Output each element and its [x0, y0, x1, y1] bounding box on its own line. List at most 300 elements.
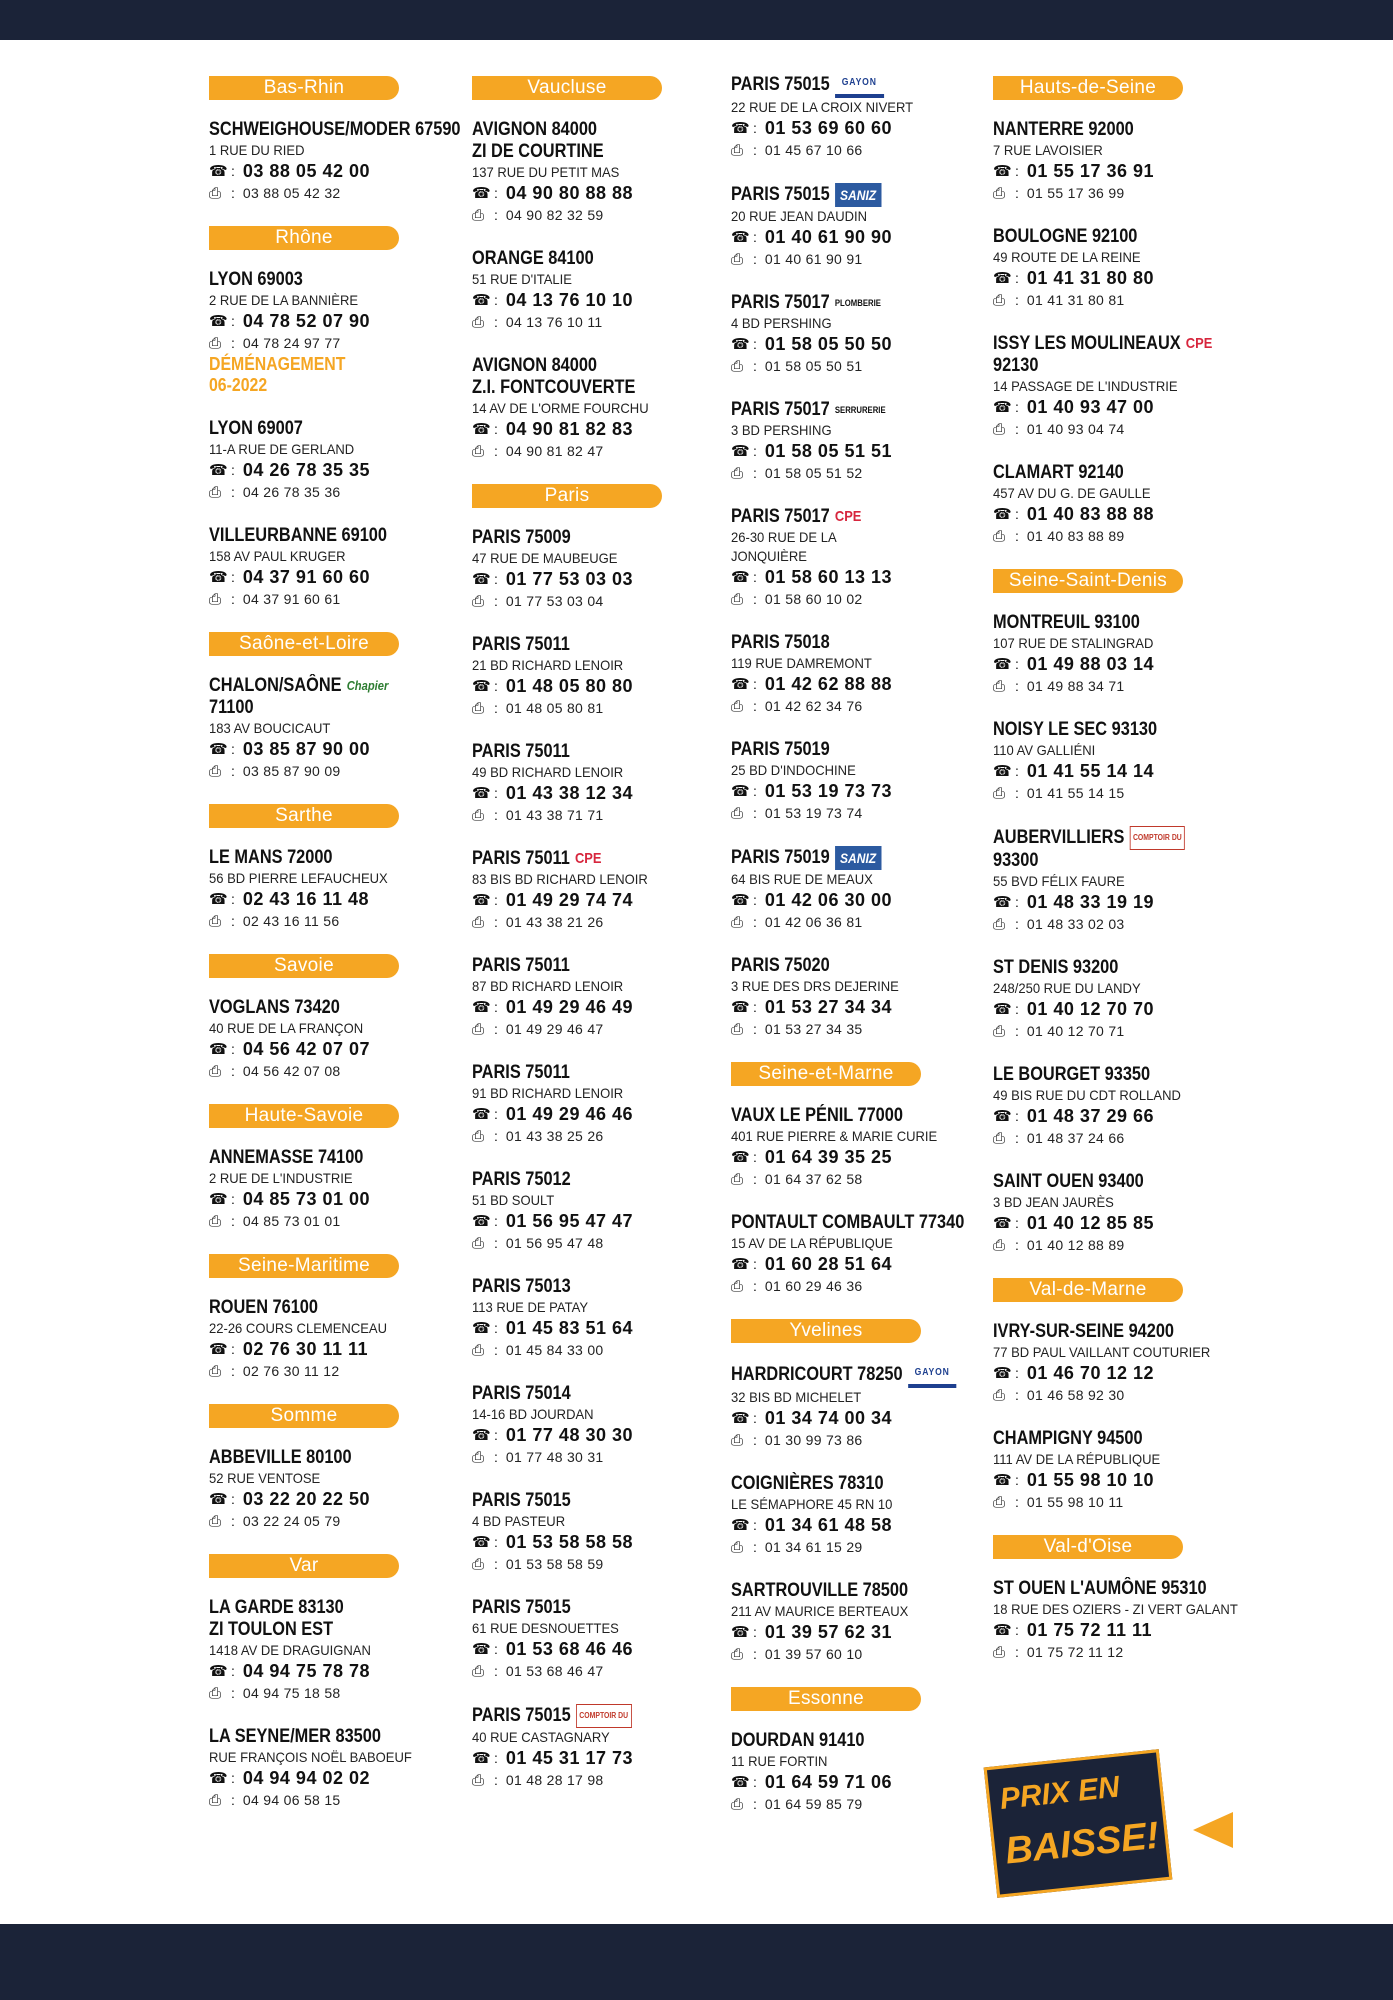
store-address: 26-30 RUE DE LA	[731, 529, 837, 546]
store-address: 137 RUE DU PETIT MAS	[472, 164, 620, 180]
fax-line	[731, 462, 977, 484]
store-city-name: LYON 69007	[209, 418, 303, 439]
phone-icon: ☎	[472, 571, 491, 588]
separator: :	[1015, 1108, 1019, 1125]
phone-number: 01 49 29 74 74	[505, 889, 634, 910]
phone-number: 01 53 58 58 58	[505, 1531, 634, 1552]
store-address: 4 BD PASTEUR	[472, 1513, 566, 1530]
bottom-band	[0, 1924, 1393, 2000]
fax-icon: ⎙	[731, 697, 744, 715]
fax-line	[209, 760, 455, 782]
phone-icon: ☎	[472, 678, 491, 695]
phone-number: 01 64 59 71 06	[764, 1771, 893, 1792]
phone-icon: ☎	[731, 999, 750, 1017]
fax-icon: ⎙	[993, 1386, 1006, 1404]
phone-line	[993, 396, 1239, 418]
phone-number: 02 76 30 11 11	[242, 1338, 369, 1359]
phone-line	[993, 1105, 1239, 1127]
store-entry	[993, 1428, 1239, 1513]
phone-number: 04 94 75 78 78	[242, 1660, 371, 1681]
separator: :	[753, 1149, 757, 1166]
store-city	[209, 1597, 421, 1619]
phone-number: 01 48 05 80 80	[505, 675, 634, 696]
store-entry	[209, 997, 455, 1082]
brand-badge: CPE	[574, 850, 602, 867]
separator: :	[1015, 656, 1019, 673]
fax-line	[472, 311, 718, 333]
phone-number: 01 48 33 19 19	[1026, 891, 1155, 912]
store-city-name: ABBEVILLE 80100	[209, 1447, 352, 1469]
store-entry	[731, 1105, 977, 1190]
store-entry	[731, 955, 977, 1040]
phone-number: 01 55 98 10 10	[1026, 1469, 1155, 1490]
column-4	[993, 76, 1239, 1685]
separator: :	[494, 1663, 498, 1680]
phone-line	[731, 1621, 977, 1643]
separator: :	[494, 1320, 498, 1337]
separator: :	[1015, 185, 1019, 201]
phone-line	[993, 1362, 1239, 1384]
fax-number: 01 41 31 80 81	[1026, 292, 1125, 308]
store-address: 14 PASSAGE DE L'INDUSTRIE	[993, 378, 1178, 395]
fax-icon: ⎙	[472, 313, 485, 331]
phone-number: 01 43 38 12 34	[505, 782, 634, 803]
promo-line-1: PRIX EN	[998, 1770, 1122, 1816]
separator: :	[231, 591, 235, 607]
fax-icon: ⎙	[209, 483, 222, 501]
fax-number: 01 39 57 60 10	[764, 1646, 863, 1663]
phone-number: 04 90 80 88 88	[505, 182, 634, 203]
store-entry	[472, 955, 718, 1040]
store-address: 49 BD RICHARD LENOIR	[472, 764, 624, 780]
separator: :	[753, 914, 757, 931]
fax-line	[993, 1641, 1239, 1663]
phone-line	[731, 440, 977, 462]
fax-number: 01 40 83 88 89	[1026, 528, 1125, 545]
phone-line	[472, 1531, 718, 1553]
separator: :	[1015, 1001, 1019, 1018]
fax-line	[993, 1234, 1239, 1256]
store-city-name: PARIS 75009	[472, 527, 571, 548]
store-city	[731, 1730, 943, 1752]
store-address: 49 ROUTE DE LA REINE	[993, 249, 1141, 265]
separator: :	[231, 1213, 235, 1230]
separator: :	[1015, 163, 1019, 179]
store-city-name: PARIS 75015	[472, 1597, 571, 1619]
store-city	[472, 848, 684, 870]
store-city	[731, 1105, 943, 1127]
fax-number: 01 34 61 15 29	[764, 1539, 863, 1556]
phone-number: 01 48 37 29 66	[1026, 1105, 1155, 1126]
fax-number: 01 55 98 10 11	[1026, 1494, 1124, 1511]
phone-number: 01 58 05 50 50	[764, 333, 893, 354]
store-address: 21 BD RICHARD LENOIR	[472, 657, 624, 673]
store-entry	[993, 119, 1239, 204]
store-address: 2 RUE DE L'INDUSTRIE	[209, 1170, 353, 1187]
fax-line	[209, 1510, 455, 1532]
phone-icon: ☎	[472, 785, 491, 802]
fax-icon: ⎙	[731, 1645, 744, 1663]
fax-line	[731, 1643, 977, 1665]
phone-icon: ☎	[472, 1534, 491, 1552]
store-city	[993, 1171, 1205, 1193]
store-city-name: PARIS 75011	[472, 955, 570, 977]
fax-icon: ⎙	[209, 1062, 222, 1080]
fax-icon: ⎙	[209, 762, 222, 780]
separator: :	[1015, 1237, 1019, 1254]
store-city-name: LA SEYNE/MER 83500	[209, 1726, 381, 1748]
fax-number: 01 43 38 21 26	[505, 914, 604, 931]
phone-icon: ☎	[731, 1517, 750, 1535]
store-city	[209, 1447, 421, 1469]
fax-number: 01 48 05 80 81	[505, 700, 604, 716]
store-city-name: ST DENIS 93200	[993, 957, 1119, 979]
fax-icon: ⎙	[472, 592, 485, 610]
phone-number: 04 85 73 01 00	[242, 1188, 371, 1209]
store-city-name: MONTREUIL 93100	[993, 612, 1140, 634]
fax-number: 01 58 05 51 52	[764, 465, 863, 482]
store-entry	[472, 634, 718, 719]
store-address: RUE FRANÇOIS NOËL BABOEUF	[209, 1749, 412, 1766]
phone-icon: ☎	[731, 336, 750, 354]
phone-line	[209, 1188, 455, 1210]
fax-icon: ⎙	[472, 1341, 485, 1359]
store-city-name: PARIS 75012	[472, 1169, 571, 1191]
store-entry	[472, 119, 718, 226]
store-entry	[993, 826, 1239, 935]
fax-icon: ⎙	[209, 1791, 222, 1809]
phone-line	[472, 1424, 718, 1446]
phone-number: 01 40 83 88 88	[1026, 503, 1155, 524]
store-entry	[993, 957, 1239, 1042]
phone-line	[209, 888, 455, 910]
store-address: 40 RUE DE LA FRANÇON	[209, 1020, 364, 1037]
phone-icon: ☎	[209, 462, 228, 479]
store-address: 401 RUE PIERRE & MARIE CURIE	[731, 1128, 938, 1145]
phone-number: 01 77 53 03 03	[505, 568, 634, 589]
store-city	[472, 955, 684, 977]
separator: :	[753, 120, 757, 136]
store-address: 111 AV DE LA RÉPUBLIQUE	[993, 1451, 1161, 1468]
store-address: 248/250 RUE DU LANDY	[993, 980, 1141, 997]
store-address: 14 AV DE L'ORME FOURCHU	[472, 400, 649, 416]
store-address: 20 RUE JEAN DAUDIN	[731, 208, 868, 224]
store-city-name: PARIS 75019	[731, 739, 830, 761]
fax-icon: ⎙	[209, 334, 222, 352]
store-entry	[731, 846, 977, 933]
fax-icon: ⎙	[993, 420, 1006, 438]
store-entry	[731, 292, 977, 377]
fax-icon: ⎙	[993, 1022, 1006, 1040]
phone-line	[209, 1767, 455, 1789]
store-address: 25 BD D'INDOCHINE	[731, 762, 856, 779]
separator: :	[1015, 678, 1019, 695]
phone-line	[731, 780, 977, 802]
fax-number: 02 76 30 11 12	[242, 1363, 340, 1380]
separator: :	[494, 443, 498, 459]
region-header: Bas-Rhin	[209, 76, 399, 100]
separator: :	[231, 1513, 235, 1530]
store-address: 457 AV DU G. DE GAULLE	[993, 485, 1151, 502]
store-city-name: SAINT OUEN 93400	[993, 1171, 1144, 1193]
fax-number: 01 53 58 58 59	[505, 1556, 604, 1573]
store-entry	[731, 1473, 977, 1558]
phone-icon: ☎	[993, 399, 1012, 417]
phone-icon: ☎	[209, 1491, 228, 1509]
separator: :	[494, 292, 498, 308]
store-city-name: PARIS 75017	[731, 506, 830, 528]
separator: :	[494, 1021, 498, 1038]
store-entry	[472, 1169, 718, 1254]
separator: :	[231, 1663, 235, 1680]
fax-number: 01 56 95 47 48	[505, 1235, 604, 1252]
promo-arrow-icon	[1193, 1812, 1233, 1848]
store-subtitle: ZI TOULON EST	[209, 1619, 334, 1641]
store-city-name: AVIGNON 84000	[472, 355, 598, 376]
phone-line	[731, 1771, 977, 1793]
fax-number: 04 90 81 82 47	[505, 443, 604, 459]
fax-number: 01 77 48 30 31	[505, 1449, 604, 1466]
phone-icon: ☎	[731, 229, 750, 246]
separator: :	[231, 1191, 235, 1208]
phone-line	[472, 675, 718, 697]
store-address: 3 BD JEAN JAURÈS	[993, 1194, 1114, 1211]
brand-badge: SANIZ	[835, 183, 881, 207]
fax-number: 01 49 29 46 47	[505, 1021, 604, 1038]
separator: :	[1015, 270, 1019, 286]
phone-icon: ☎	[209, 1663, 228, 1681]
store-address: 91 BD RICHARD LENOIR	[472, 1085, 624, 1102]
separator: :	[753, 1256, 757, 1273]
separator: :	[1015, 1622, 1019, 1639]
phone-number: 01 40 12 85 85	[1026, 1212, 1155, 1233]
store-city	[993, 612, 1205, 634]
store-entry	[209, 1447, 455, 1532]
fax-number: 01 53 68 46 47	[505, 1663, 604, 1680]
separator: :	[494, 678, 498, 694]
store-city-name: VAUX LE PÉNIL 77000	[731, 1105, 903, 1127]
separator: :	[1015, 763, 1019, 780]
store-entry	[472, 1062, 718, 1147]
store-city	[472, 1704, 684, 1728]
phone-line	[472, 418, 718, 440]
separator: :	[1015, 916, 1019, 933]
fax-icon: ⎙	[731, 590, 744, 608]
store-entry	[209, 847, 455, 932]
store-city	[731, 1362, 950, 1388]
store-note: 06-2022	[209, 375, 268, 395]
phone-line	[731, 673, 977, 695]
fax-icon: ⎙	[993, 1493, 1006, 1511]
store-city-name: ANNEMASSE 74100	[209, 1147, 364, 1169]
store-city-name: CLAMART 92140	[993, 462, 1124, 484]
store-city-name: CHAMPIGNY 94500	[993, 1428, 1143, 1450]
store-entry	[209, 269, 455, 396]
separator: :	[494, 1128, 498, 1145]
column-3	[731, 72, 977, 1837]
fax-line	[731, 1168, 977, 1190]
separator: :	[494, 1235, 498, 1252]
phone-line	[472, 996, 718, 1018]
brand-badge: GAYON	[835, 72, 884, 98]
store-city	[993, 462, 1205, 484]
brand-badge: CPE	[834, 508, 862, 526]
store-city-name: LE MANS 72000	[209, 847, 333, 869]
phone-number: 03 22 20 22 50	[242, 1488, 371, 1509]
fax-line	[472, 440, 718, 462]
store-entry	[731, 1362, 977, 1451]
promo-line-2: BAISSE!	[1003, 1814, 1162, 1873]
phone-icon: ☎	[731, 1410, 750, 1428]
phone-icon: ☎	[209, 891, 228, 909]
store-address: 61 RUE DESNOUETTES	[472, 1620, 619, 1637]
fax-icon: ⎙	[472, 913, 485, 931]
fax-number: 04 90 82 32 59	[505, 207, 604, 223]
store-subtitle: 92130	[993, 355, 1039, 377]
phone-line	[209, 1338, 455, 1360]
store-address: 14-16 BD JOURDAN	[472, 1406, 594, 1423]
separator: :	[231, 185, 235, 201]
store-city-name: PARIS 75011	[472, 1062, 570, 1084]
phone-line	[472, 1103, 718, 1125]
region-header: Yvelines	[731, 1319, 921, 1343]
phone-line	[209, 1660, 455, 1682]
phone-icon: ☎	[209, 313, 228, 330]
phone-icon: ☎	[731, 1624, 750, 1642]
fax-line	[731, 1429, 977, 1451]
store-entry	[472, 248, 718, 333]
store-city	[731, 846, 943, 870]
store-city	[731, 632, 943, 654]
store-city	[731, 399, 943, 421]
fax-icon: ⎙	[993, 784, 1006, 802]
fax-number: 01 42 06 36 81	[764, 914, 863, 931]
store-city-name: SCHWEIGHOUSE/MODER 67590	[209, 119, 461, 140]
separator: :	[1015, 1387, 1019, 1404]
store-entry	[731, 399, 977, 484]
separator: :	[753, 443, 757, 460]
store-city-name: NOISY LE SEC 93130	[993, 719, 1158, 741]
phone-icon: ☎	[472, 292, 491, 309]
phone-number: 01 49 88 03 14	[1026, 653, 1155, 674]
fax-icon: ⎙	[472, 1771, 485, 1789]
region-header: Haute-Savoie	[209, 1104, 399, 1128]
store-city	[993, 119, 1205, 141]
phone-icon: ☎	[472, 1641, 491, 1659]
store-address: 1 RUE DU RIED	[209, 142, 305, 158]
store-city	[731, 72, 943, 98]
phone-icon: ☎	[472, 892, 491, 910]
phone-line	[993, 653, 1239, 675]
phone-number: 01 45 31 17 73	[505, 1747, 634, 1768]
store-entry	[731, 1580, 977, 1665]
fax-icon: ⎙	[993, 527, 1006, 545]
store-city-name: CHALON/SAÔNE	[209, 675, 342, 697]
store-city	[209, 418, 421, 440]
fax-number: 01 48 33 02 03	[1026, 916, 1125, 933]
store-entry	[472, 527, 718, 612]
phone-icon: ☎	[993, 1001, 1012, 1019]
fax-number: 01 42 62 34 76	[764, 698, 863, 715]
separator: :	[1015, 399, 1019, 416]
store-city	[472, 248, 684, 270]
separator: :	[231, 462, 235, 478]
phone-icon: ☎	[731, 1774, 750, 1792]
separator: :	[753, 892, 757, 909]
store-entry	[209, 418, 455, 503]
fax-line	[731, 588, 977, 610]
separator: :	[753, 251, 757, 267]
store-entry	[731, 1212, 977, 1297]
phone-number: 01 45 83 51 64	[505, 1317, 634, 1338]
store-address: 107 RUE DE STALINGRAD	[993, 635, 1154, 652]
fax-icon: ⎙	[209, 590, 222, 608]
fax-line	[993, 675, 1239, 697]
top-band	[0, 0, 1393, 40]
store-city	[472, 527, 684, 549]
store-entry	[472, 741, 718, 826]
separator: :	[753, 358, 757, 375]
phone-number: 04 78 52 07 90	[242, 310, 371, 331]
store-address: 51 RUE D'ITALIE	[472, 271, 572, 287]
separator: :	[231, 313, 235, 329]
separator: :	[231, 741, 235, 758]
phone-icon: ☎	[731, 892, 750, 910]
store-city	[472, 1383, 684, 1405]
fax-line	[209, 910, 455, 932]
store-entry	[209, 1147, 455, 1232]
store-city	[993, 1428, 1205, 1450]
phone-icon: ☎	[209, 1341, 228, 1359]
separator: :	[494, 807, 498, 823]
store-city	[993, 1321, 1205, 1343]
fax-icon: ⎙	[731, 250, 744, 268]
store-city-name: PONTAULT COMBAULT 77340	[731, 1212, 965, 1234]
separator: :	[753, 698, 757, 715]
phone-icon: ☎	[731, 569, 750, 587]
phone-line	[731, 1514, 977, 1536]
fax-icon: ⎙	[209, 912, 222, 930]
phone-line	[209, 566, 455, 588]
separator: :	[753, 1410, 757, 1427]
phone-icon: ☎	[472, 185, 491, 202]
separator: :	[231, 163, 235, 179]
store-address: 15 AV DE LA RÉPUBLIQUE	[731, 1235, 893, 1252]
fax-number: 01 46 58 92 30	[1026, 1387, 1125, 1404]
column-1	[209, 76, 461, 1833]
fax-number: 01 77 53 03 04	[505, 593, 604, 609]
separator: :	[231, 1491, 235, 1508]
store-address-2: JONQUIÈRE	[731, 548, 807, 565]
fax-icon: ⎙	[472, 1234, 485, 1252]
phone-number: 01 42 06 30 00	[764, 889, 893, 910]
separator: :	[1015, 506, 1019, 523]
phone-number: 01 42 62 88 88	[764, 673, 893, 694]
separator: :	[753, 229, 757, 245]
phone-line	[993, 1212, 1239, 1234]
store-entry	[209, 1726, 455, 1811]
store-entry	[993, 719, 1239, 804]
separator: :	[231, 1063, 235, 1080]
store-city-name: ROUEN 76100	[209, 1297, 318, 1319]
store-city-name: ISSY LES MOULINEAUX	[993, 333, 1181, 355]
separator: :	[494, 1534, 498, 1551]
fax-line	[472, 1769, 718, 1791]
fax-icon: ⎙	[993, 915, 1006, 933]
store-city	[993, 1578, 1205, 1600]
store-entry	[731, 506, 977, 610]
store-entry	[993, 1578, 1239, 1663]
